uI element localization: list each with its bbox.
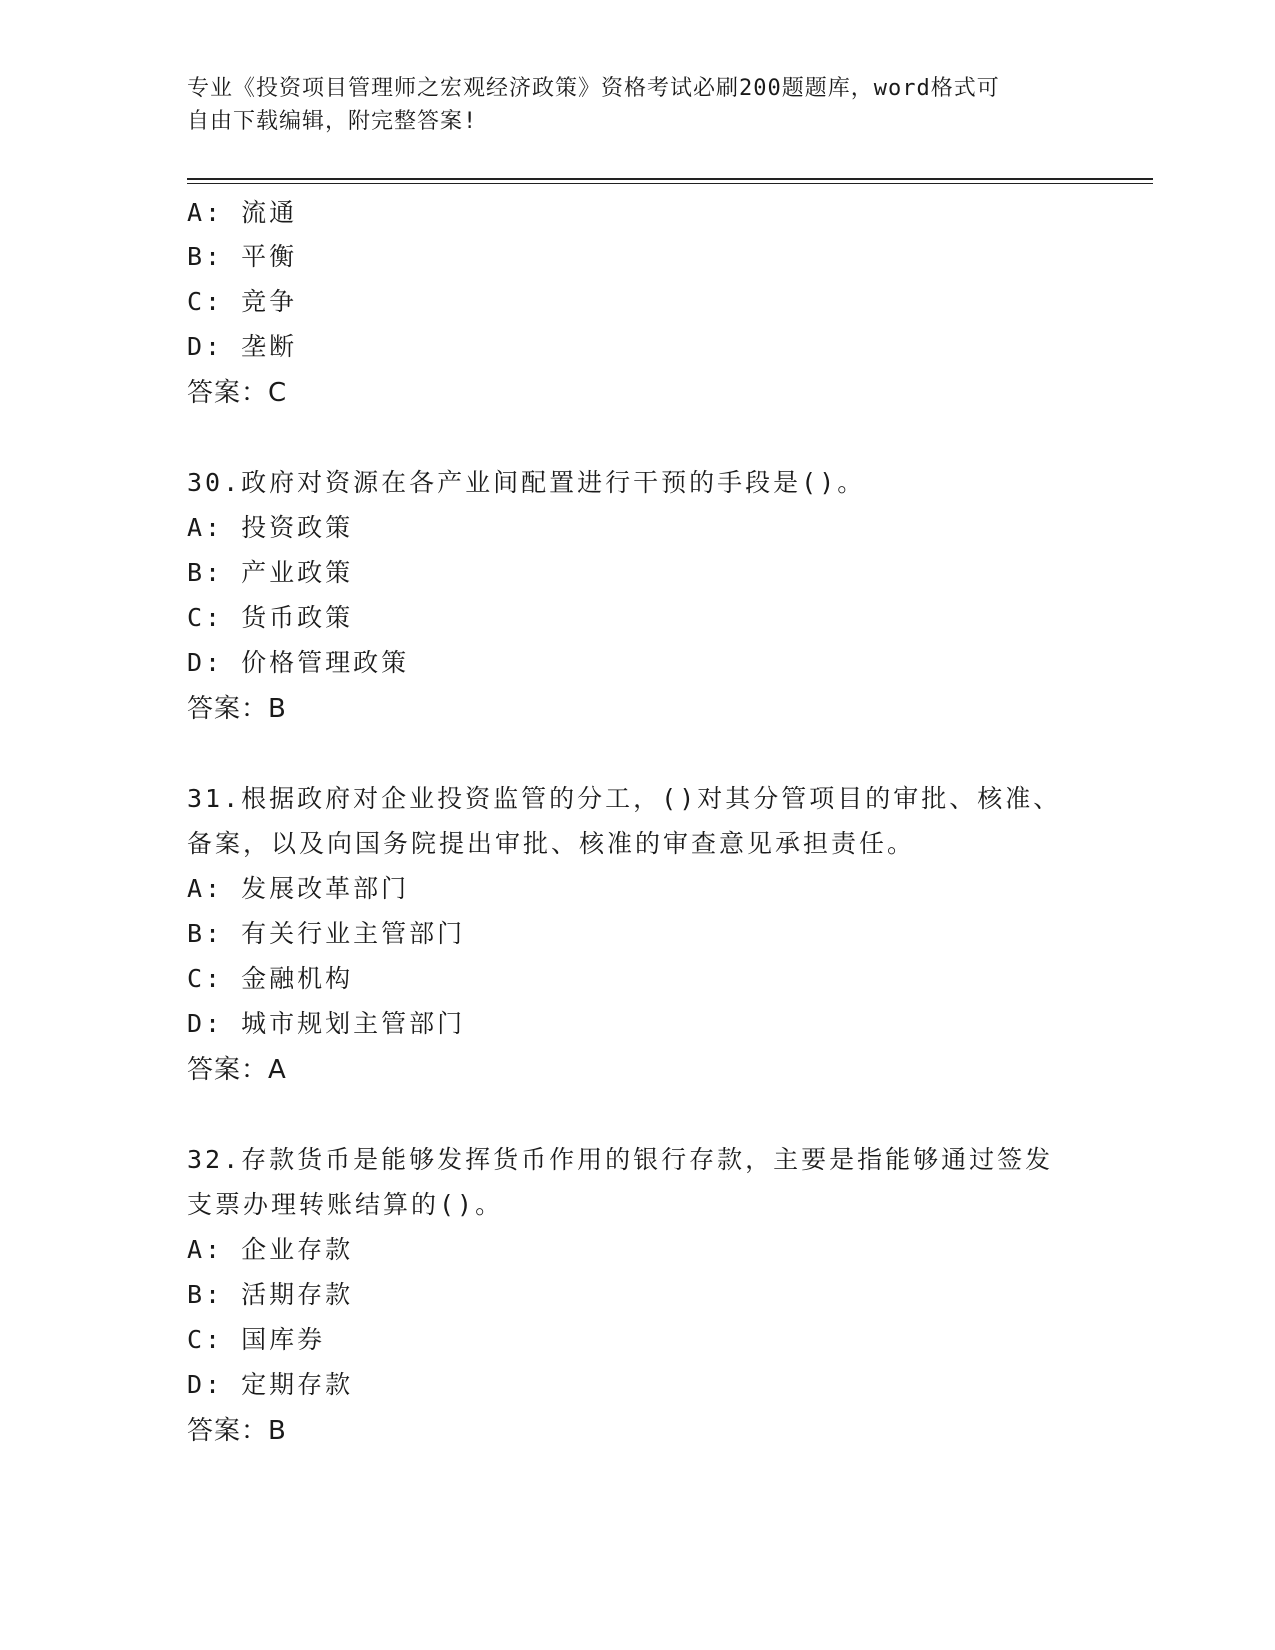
q29-option-b: B: 平衡 [187, 242, 298, 271]
q31-option-c: C: 金融机构 [187, 964, 354, 993]
q29-option-d: D: 垄断 [187, 332, 298, 361]
q31-stem-line-2: 备案，以及向国务院提出审批、核准的审查意见承担责任。 [187, 829, 916, 858]
q30-stem: 30.政府对资源在各产业间配置进行干预的手段是()。 [187, 468, 866, 497]
q31-option-d: D: 城市规划主管部门 [187, 1009, 466, 1038]
header-divider-thin [187, 183, 1153, 184]
q30-option-c: C: 货币政策 [187, 603, 354, 632]
q31-option-b: B: 有关行业主管部门 [187, 919, 466, 948]
q31-answer: 答案：A [187, 1055, 287, 1085]
q32-option-a: A: 企业存款 [187, 1235, 354, 1264]
q32-option-b: B: 活期存款 [187, 1280, 354, 1309]
q29-option-a: A: 流通 [187, 198, 298, 227]
q32-option-c: C: 国库券 [187, 1325, 326, 1354]
header-divider-thick [187, 178, 1153, 180]
q29-answer: 答案：C [187, 378, 288, 408]
q32-option-d: D: 定期存款 [187, 1370, 354, 1399]
q32-answer: 答案：B [187, 1416, 287, 1446]
document-header [187, 72, 1087, 138]
q32-stem-line-1: 32.存款货币是能够发挥货币作用的银行存款，主要是指能够通过签发 [187, 1145, 1054, 1174]
q30-option-b: B: 产业政策 [187, 558, 354, 587]
q29-option-c: C: 竞争 [187, 287, 298, 316]
q32-stem-line-2: 支票办理转账结算的()。 [187, 1190, 504, 1219]
header-line-1: 专业《投资项目管理师之宏观经济政策》资格考试必刷200题题库，word格式可 [187, 76, 1000, 101]
q30-answer: 答案：B [187, 694, 287, 724]
q30-option-d: D: 价格管理政策 [187, 648, 410, 677]
q31-stem-line-1: 31.根据政府对企业投资监管的分工，()对其分管项目的审批、核准、 [187, 784, 1062, 813]
header-line-2: 自由下载编辑，附完整答案! [187, 109, 478, 134]
q31-option-a: A: 发展改革部门 [187, 874, 410, 903]
q30-option-a: A: 投资政策 [187, 513, 354, 542]
